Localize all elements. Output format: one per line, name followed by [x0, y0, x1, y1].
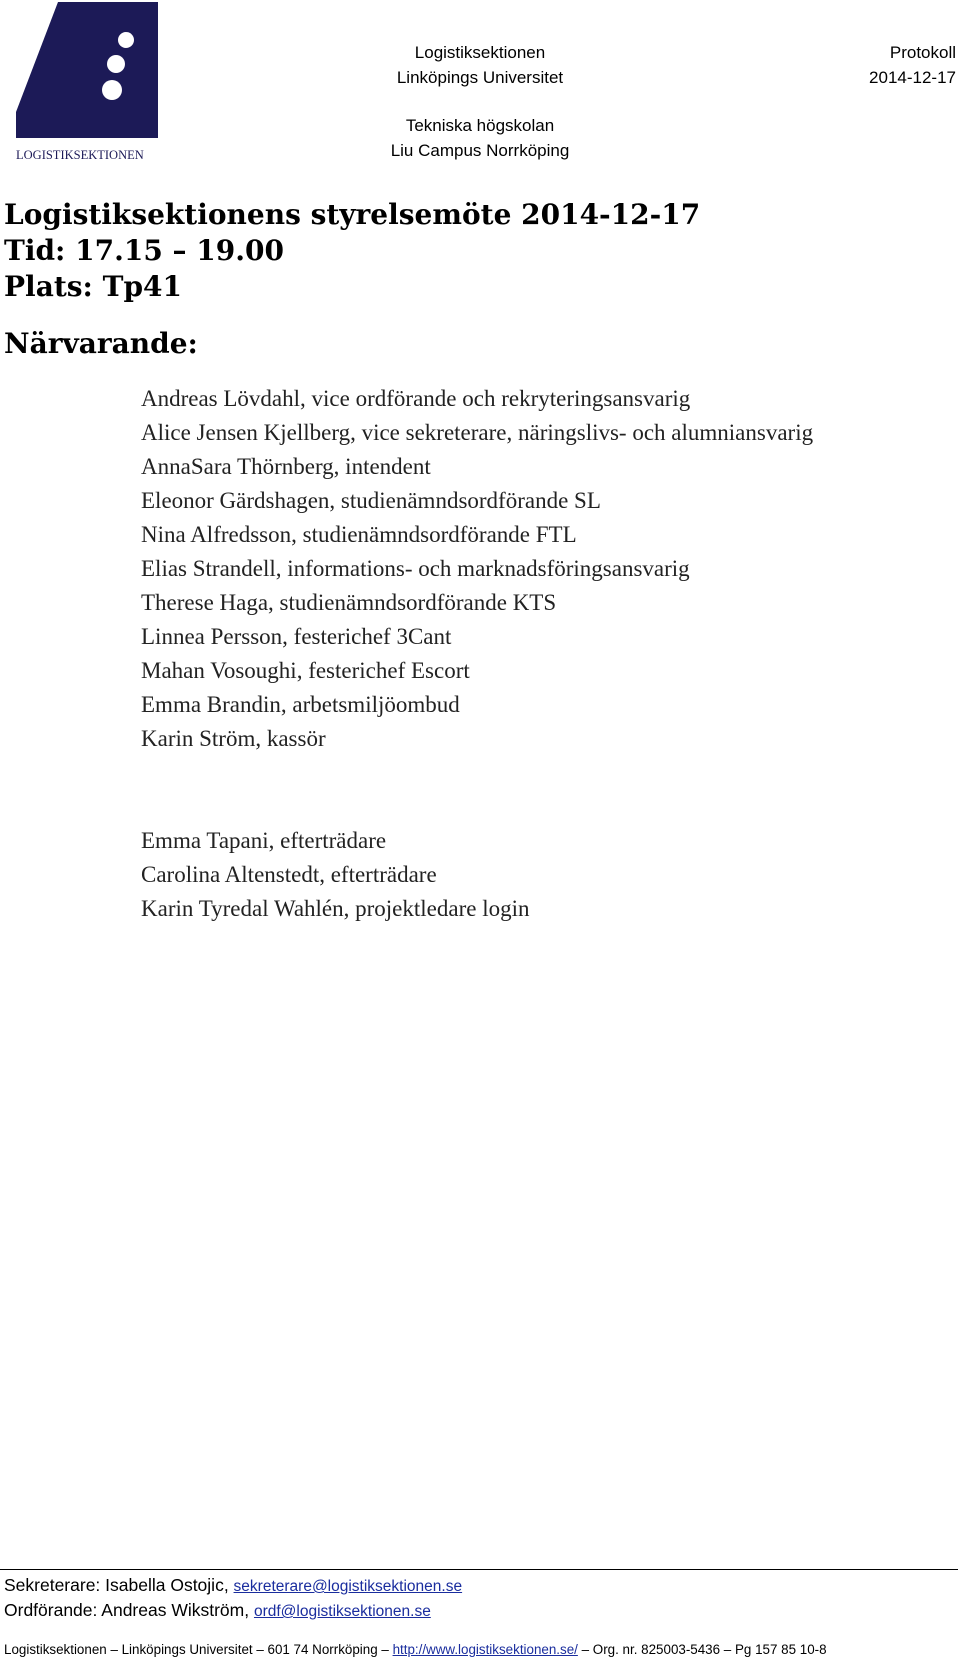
- website-link[interactable]: http://www.logistiksektionen.se/: [392, 1642, 578, 1657]
- header-doc-type: Protokoll: [889, 43, 956, 62]
- meeting-time: Tid: 17.15 – 19.00: [4, 234, 284, 267]
- list-item: Mahan Vosoughi, festerichef Escort: [141, 658, 470, 683]
- list-item: Emma Brandin, arbetsmiljöombud: [141, 692, 460, 717]
- footer-divider: [0, 1569, 958, 1570]
- header-school: Tekniska högskolan: [405, 116, 555, 135]
- list-item: Karin Tyredal Wahlén, projektledare login: [141, 896, 530, 921]
- footer-chair: [4, 1600, 431, 1621]
- list-item: Eleonor Gärdshagen, studienämndsordförande SL: [141, 488, 601, 513]
- header-university: Linköpings Universitet: [396, 68, 564, 87]
- list-item: Andreas Lövdahl, vice ordförande och rekryteringsansvarig: [141, 386, 691, 411]
- list-item: Linnea Persson, festerichef 3Cant: [141, 624, 452, 649]
- header-campus-name: Liu Campus Norrköping: [390, 141, 570, 160]
- attendee-list-board: [141, 382, 813, 756]
- footer-address-suffix: – Org. nr. 825003-5436 – Pg 157 85 10-8: [577, 1642, 827, 1657]
- list-item: Emma Tapani, efterträdare: [141, 828, 387, 853]
- list-item: Carolina Altenstedt, efterträdare: [141, 862, 437, 887]
- footer-secretary-label: Sekreterare: Isabella Ostojic,: [4, 1575, 234, 1595]
- header-doc-info: [869, 40, 956, 90]
- meeting-place: Plats: Tp41: [4, 270, 182, 303]
- chair-email-link[interactable]: ordf@logistiksektionen.se: [253, 1603, 431, 1620]
- present-heading: Närvarande:: [4, 327, 198, 360]
- header-org: [330, 40, 630, 90]
- attendee-list-other: [141, 824, 529, 926]
- footer-chair-label: Ordförande: Andreas Wikström,: [4, 1600, 254, 1620]
- list-item: Therese Haga, studienämndsordförande KTS: [141, 590, 557, 615]
- footer-address-prefix: Logistiksektionen – Linköpings Universitet – 601 74 Norrköping –: [4, 1642, 393, 1657]
- page-title: Logistiksektionens styrelsemöte 2014-12-17: [4, 198, 701, 231]
- footer-address: [4, 1642, 958, 1657]
- list-item: Nina Alfredsson, studienämndsordförande FTL: [141, 522, 577, 547]
- header-doc-date: 2014-12-17: [869, 68, 956, 87]
- footer-secretary: [4, 1575, 462, 1596]
- list-item: Alice Jensen Kjellberg, vice sekreterare, näringslivs- och alumniansvarig: [141, 420, 814, 445]
- logo-text: LOGISTIKSEKTIONEN: [16, 148, 144, 162]
- list-item: Elias Strandell, informations- och marknadsföringsansvarig: [141, 556, 690, 581]
- list-item: Karin Ström, kassör: [141, 726, 326, 751]
- logo-mark-icon: [16, 2, 158, 138]
- list-item: AnnaSara Thörnberg, intendent: [141, 454, 431, 479]
- header-campus: [330, 113, 630, 163]
- logo: [16, 2, 168, 162]
- header-org-name: Logistiksektionen: [414, 43, 546, 62]
- secretary-email-link[interactable]: sekreterare@logistiksektionen.se: [233, 1578, 463, 1595]
